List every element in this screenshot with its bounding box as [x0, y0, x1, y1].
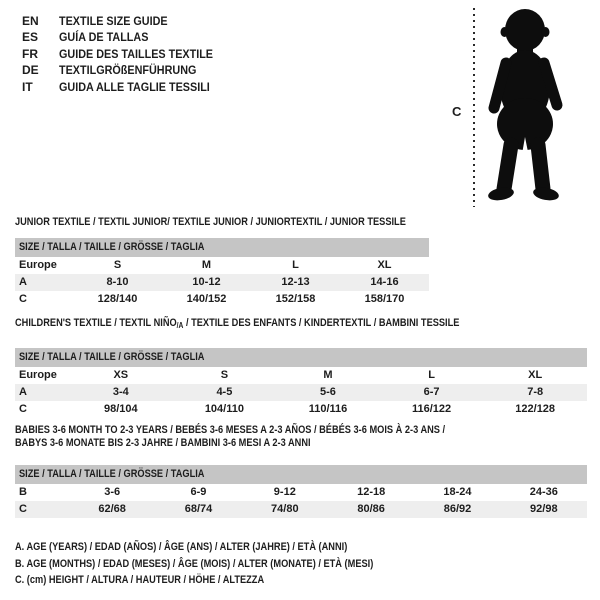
row-label: C	[19, 403, 27, 415]
legend-notes	[15, 539, 442, 589]
table-cell: 158/170	[364, 293, 405, 305]
legend-note-c: C. (cm) HEIGHT / ALTURA / HAUTEUR / HÖHE / ALTEZZA	[15, 574, 265, 586]
table-row-height	[15, 401, 587, 418]
table-cell: 140/152	[186, 293, 227, 305]
junior-section-title: JUNIOR TEXTILE / TEXTIL JUNIOR/ TEXTILE JUNIOR / JUNIORTEXTIL / JUNIOR TESSILE	[15, 216, 406, 228]
junior-size-table	[15, 238, 429, 308]
table-cell: 86/92	[443, 503, 472, 515]
table-cell: 10-12	[192, 276, 221, 288]
column-header-cell: Europe	[19, 259, 57, 271]
table-cell: 3-6	[104, 486, 121, 498]
column-header-cell: Europe	[19, 369, 57, 381]
table-cell: 62/68	[98, 503, 126, 515]
table-cell: 98/104	[103, 403, 138, 415]
height-measure-label: C	[452, 104, 462, 119]
column-header-cell: L	[428, 369, 435, 381]
language-title: TEXTILE SIZE GUIDE	[59, 14, 168, 28]
babies-section	[15, 424, 587, 518]
language-code: FR	[22, 46, 38, 61]
column-header-cell: S	[220, 369, 229, 381]
height-dotted-line	[473, 8, 475, 207]
table-cell: 122/128	[515, 403, 556, 415]
table-cell: 128/140	[97, 293, 138, 305]
table-cell: 92/98	[530, 503, 558, 515]
table-cell: 7-8	[527, 386, 544, 398]
table-cell: 12-18	[357, 486, 386, 498]
column-header-row	[15, 367, 587, 384]
row-label: C	[19, 503, 27, 515]
language-title: GUIDE DES TAILLES TEXTILE	[59, 46, 214, 61]
children-size-table	[15, 348, 587, 418]
size-header-bar: SIZE / TALLA / TAILLE / GRÖSSE / TAGLIA	[15, 465, 587, 484]
table-cell: 104/110	[204, 403, 244, 415]
baby-silhouette-image	[479, 5, 575, 205]
language-row	[22, 29, 230, 45]
language-code: EN	[22, 14, 39, 28]
table-cell: 18-24	[443, 486, 472, 498]
children-section	[15, 317, 587, 418]
column-header-cell: L	[292, 259, 299, 271]
size-header-bar: SIZE / TALLA / TAILLE / GRÖSSE / TAGLIA	[15, 238, 429, 257]
column-header-cell: XL	[377, 259, 392, 271]
legend-note-a: A. AGE (YEARS) / EDAD (AÑOS) / ÂGE (ANS) / ALTER (JAHRE) / ETÀ (ANNI)	[15, 541, 348, 553]
table-cell: 9-12	[273, 486, 296, 498]
legend-note-b: B. AGE (MONTHS) / EDAD (MESES) / ÂGE (MOIS) / ALTER (MONATE) / ETÀ (MESI)	[15, 557, 374, 570]
language-code: DE	[22, 63, 39, 78]
row-label: C	[19, 293, 27, 305]
table-cell: 74/80	[271, 503, 299, 515]
table-cell: 68/74	[184, 503, 213, 515]
babies-size-table	[15, 465, 587, 518]
row-label: A	[19, 386, 27, 398]
table-cell: 14-16	[370, 276, 399, 288]
table-cell: 152/158	[275, 293, 316, 305]
table-row-age-months	[15, 484, 587, 501]
table-cell: 3-4	[112, 386, 129, 398]
table-cell: 12-13	[281, 276, 310, 288]
table-cell: 8-10	[106, 276, 129, 288]
language-title-list	[22, 13, 230, 95]
language-title: TEXTILGRÖßENFÜHRUNG	[59, 63, 197, 78]
column-header-cell: M	[323, 369, 333, 381]
language-title: GUÍA DE TALLAS	[59, 30, 149, 45]
table-row-height	[15, 501, 587, 518]
column-header-cell: M	[201, 259, 212, 271]
table-row-age	[15, 274, 429, 291]
column-header-cell: XS	[113, 369, 129, 381]
table-row-height	[15, 291, 429, 308]
language-code: IT	[22, 79, 33, 94]
table-row-age	[15, 384, 587, 401]
children-section-title: CHILDREN'S TEXTILE / TEXTIL $NIÑO_{/A}$ / TEXTILE DES ENFANTS / KINDERTEXTIL / BAMBINI TESSILE	[15, 317, 460, 330]
junior-section	[15, 216, 429, 308]
table-cell: 116/122	[412, 403, 452, 415]
language-row	[22, 46, 230, 62]
column-header-cell: XL	[528, 369, 543, 381]
table-cell: 6-7	[423, 386, 440, 398]
table-cell: 24-36	[529, 486, 558, 498]
column-header-row	[15, 257, 429, 274]
babies-section-title: BABIES 3-6 MONTH TO 2-3 YEARS / BEBÉS 3-6 MESES A 2-3 AÑOS / BÉBÉS 3-6 MOIS À 2-3 ANS / BABYS 3-6 MONATE BIS 2-3 JAHRE / BAMBINI 3-6 MESI A 2-3 ANNI	[15, 424, 446, 449]
row-label: A	[19, 276, 27, 288]
column-header-cell: S	[113, 259, 122, 271]
language-title: GUIDA ALLE TAGLIE TESSILI	[59, 79, 210, 94]
size-header-bar: SIZE / TALLA / TAILLE / GRÖSSE / TAGLIA	[15, 348, 587, 367]
language-code: ES	[22, 30, 39, 45]
table-cell: 110/116	[308, 403, 348, 415]
row-label: B	[19, 486, 27, 498]
language-row	[22, 13, 230, 29]
language-row	[22, 62, 230, 78]
table-cell: 5-6	[320, 386, 336, 398]
language-row	[22, 79, 230, 95]
table-cell: 80/86	[357, 503, 385, 515]
table-cell: 6-9	[190, 486, 207, 498]
table-cell: 4-5	[216, 386, 233, 398]
